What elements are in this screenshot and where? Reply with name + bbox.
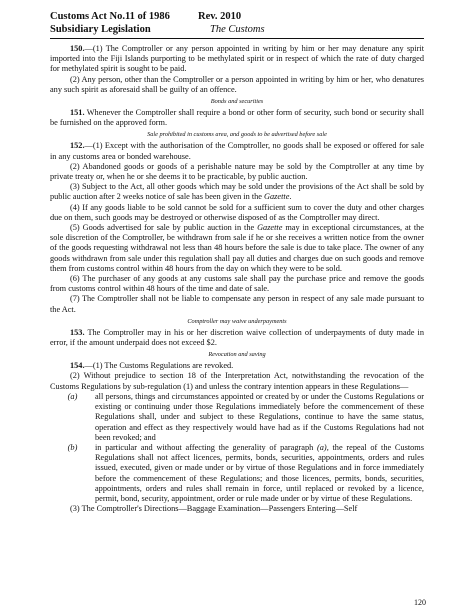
section-152-para-4: (4) If any goods liable to be sold cannot be sold for a sufficient sum to cover the duty and other charges due on them, such goods may be destroyed or otherwise disposed of as the Comptroller may direct.: [50, 202, 424, 222]
item-b-text-1: in particular and without affecting the generality of paragraph: [95, 442, 317, 452]
section-153-number: 153.: [70, 327, 85, 337]
section-154-para-2: (2) Without prejudice to section 18 of the Interpretation Act, notwithstanding the revocation of the Customs Regulations by sub-regulation (1) and unless the contrary intention appears in these Regulations—: [50, 371, 424, 391]
section-150-para-2: (2) Any person, other than the Comptroller or a person appointed in writing by him or her, who denatures any such spirit as aforesaid shall be guilty of an offence.: [50, 74, 424, 94]
section-152-para-7: (7) The Comptroller shall not be liable to compensate any person in respect of any sale made pursuant to the Act.: [50, 294, 424, 314]
section-152-para-6: (6) The purchaser of any goods at any customs sale shall pay the purchase price and remove the goods from customs control within 48 hours of the time and date of sale.: [50, 274, 424, 294]
section-152-text-1: —(1) Except with the authorisation of the Comptroller, no goods shall be exposed or offered for sale in any customs area or bonded warehouse.: [50, 141, 424, 161]
section-154-text-1: —(1) The Customs Regulations are revoked.: [84, 361, 234, 371]
section-151-number: 151.: [70, 108, 85, 118]
section-152-heading: Sale prohibited in customs area, and goods to be advertised before sale: [147, 131, 327, 139]
section-154-heading: Revocation and saving: [208, 351, 266, 359]
section-151-heading: Bonds and securities: [210, 98, 264, 106]
revision-label: Rev. 2010: [198, 11, 242, 22]
section-150-number: 150.: [70, 44, 85, 53]
section-152-para-2: (2) Abandoned goods or goods of a perishable nature may be sold by the Comptroller at any time by private treaty or, when he or she deems it to be practicable, by public auction.: [50, 161, 424, 182]
running-header-line-1: [50, 10, 242, 23]
section-151-para: [50, 108, 424, 128]
section-154-para-3: (3) The Comptroller's Directions—Baggage Examination—Passengers Entering—Self: [70, 504, 358, 514]
section-152-text-3a: (3) Subject to the Act, all other goods which may be sold under the provisions of the Act shall be sold by public auction after 2 weeks notice of sale has been given in the: [50, 182, 424, 202]
section-150-text-1: —(1) The Comptroller or any person appointed in writing by him or her may denature any spirit imported into the Fiji Islands purporting to be methylated spirit or in respect of which the rate of duty charged for methylated spirit is sought to be paid.: [50, 44, 424, 74]
section-152-para-5: [50, 223, 424, 274]
section-152-para-3: [50, 182, 424, 202]
document-body: [50, 44, 424, 514]
section-154-para-1: [50, 361, 424, 371]
section-152-number: 152.: [70, 141, 85, 151]
item-b-text-2: , the repeal of the Customs Regulations shall not affect licences, permits, bonds, securities, appointments, orders and rules issued, executed, given or made under or by virtue of those Regulations and in force immediately before the commencement of these Regulations; and those licences, permits, bonds, securities, appointments, orders and rules shall remain in force, until replaced or revoked by a licence, permit, bond, security, appointment, order or rule made under or by virtue of these Regulations.: [95, 442, 424, 503]
section-152-para-1: [50, 141, 424, 161]
section-154-number: 154.: [70, 361, 85, 371]
section-153-heading: Comptroller may waive underpayments: [187, 317, 287, 325]
page-number: 120: [414, 598, 426, 607]
section-153-text: The Comptroller may in his or her discretion waive collection of underpayments of duty made in error, if the amount underpaid does not exceed $2.: [50, 327, 424, 348]
item-a-text: all persons, things and circumstances appointed or created by or under the Customs Regulations or existing or continuing under those Regulations immediately before the commencement of these Regulations shall, under and subject to these Regulations, continue to have the same status, operation and effect as they respectively would have had as if the Customs Regulations had not been revoked; and: [95, 391, 424, 442]
section-153-para: [50, 328, 424, 348]
section-152-text-3b: .: [289, 192, 292, 202]
section-150-para-1: [50, 44, 424, 75]
item-b-text: [95, 443, 424, 504]
part-title: The Customs: [210, 24, 265, 35]
header-rule: [50, 38, 424, 39]
item-a-label: (a): [67, 391, 78, 401]
section-151-text: Whenever the Comptroller shall require a bond or other form of security, such bond or security shall be furnished on the approved form.: [50, 108, 424, 128]
item-b-label: (b): [67, 442, 78, 452]
act-title: Customs Act No.11 of 1986: [50, 11, 170, 22]
paragraph-ref: (a): [317, 442, 327, 452]
gazette-ref: Gazette: [257, 223, 283, 233]
running-header-line-2: [50, 23, 265, 36]
section-154-item-b: [50, 443, 424, 504]
gazette-ref: Gazette: [264, 192, 290, 202]
section-152-text-5a: (5) Goods advertised for sale by public auction in the: [70, 223, 258, 233]
section-152-text-5b: may in exceptional circumstances, at the sole discretion of the Comptroller, be withdrawn from sale if he or she receives a written notice from the owner of the goods requesting withdrawal not less than 48 hours before the sale is due to take place. The owner of any goods withdrawn from sale under this regulation shall pay all duties and charges due on such goods and remove them from customs control within 48 hours from the day on which they were to be sold.: [50, 223, 424, 273]
subsidiary-label: Subsidiary Legislation: [50, 24, 151, 35]
section-154-item-a: [50, 392, 424, 443]
